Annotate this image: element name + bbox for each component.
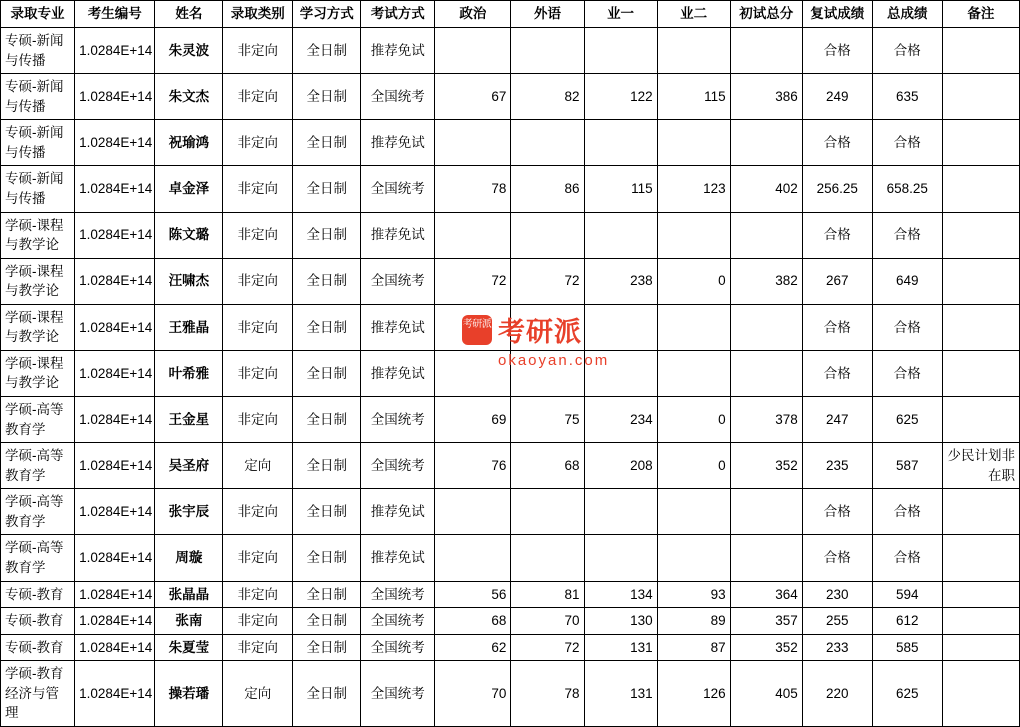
cell-retest-score: 合格 [802, 28, 872, 74]
cell-exam-number: 1.0284E+14 [75, 489, 155, 535]
cell-admission-type: 非定向 [223, 304, 293, 350]
cell-politics: 69 [435, 397, 511, 443]
cell-exam-number: 1.0284E+14 [75, 535, 155, 581]
cell-exam-number: 1.0284E+14 [75, 120, 155, 166]
cell-major-two: 93 [657, 581, 730, 608]
cell-politics: 70 [435, 661, 511, 727]
cell-remark [942, 350, 1019, 396]
cell-initial-total [730, 120, 802, 166]
cell-retest-score: 合格 [802, 212, 872, 258]
cell-foreign-language [511, 489, 584, 535]
cell-initial-total: 352 [730, 634, 802, 661]
cell-major-two: 115 [657, 74, 730, 120]
cell-foreign-language: 70 [511, 608, 584, 635]
cell-remark [942, 397, 1019, 443]
table-row [1, 304, 1020, 350]
cell-retest-score: 220 [802, 661, 872, 727]
cell-study-mode: 全日制 [293, 166, 361, 212]
cell-exam-number: 1.0284E+14 [75, 397, 155, 443]
cell-exam-mode: 推荐免试 [361, 489, 435, 535]
cell-foreign-language: 75 [511, 397, 584, 443]
cell-initial-total [730, 350, 802, 396]
cell-politics [435, 535, 511, 581]
cell-exam-number: 1.0284E+14 [75, 304, 155, 350]
table-row [1, 28, 1020, 74]
table-row [1, 258, 1020, 304]
cell-final-total: 612 [872, 608, 942, 635]
cell-exam-number: 1.0284E+14 [75, 350, 155, 396]
column-header-initial-total: 初试总分 [730, 1, 802, 28]
cell-major-one [584, 212, 657, 258]
cell-remark [942, 258, 1019, 304]
cell-study-mode: 全日制 [293, 581, 361, 608]
cell-final-total: 合格 [872, 489, 942, 535]
cell-remark [942, 661, 1019, 727]
table-row [1, 581, 1020, 608]
cell-initial-total: 364 [730, 581, 802, 608]
cell-remark [942, 535, 1019, 581]
cell-retest-score: 合格 [802, 120, 872, 166]
cell-major-one: 131 [584, 634, 657, 661]
cell-major-one [584, 350, 657, 396]
cell-retest-score: 合格 [802, 304, 872, 350]
cell-admission-type: 定向 [223, 661, 293, 727]
cell-exam-number: 1.0284E+14 [75, 258, 155, 304]
cell-initial-total [730, 28, 802, 74]
cell-exam-mode: 全国统考 [361, 443, 435, 489]
cell-name: 朱夏莹 [155, 634, 223, 661]
cell-name: 张南 [155, 608, 223, 635]
cell-major: 学硕-高等教育学 [1, 535, 75, 581]
cell-major: 学硕-课程与教学论 [1, 350, 75, 396]
cell-major-two: 123 [657, 166, 730, 212]
column-header-major-two: 业二 [657, 1, 730, 28]
table-header-row [1, 1, 1020, 28]
cell-retest-score: 230 [802, 581, 872, 608]
cell-foreign-language: 78 [511, 661, 584, 727]
cell-exam-mode: 全国统考 [361, 581, 435, 608]
cell-admission-type: 非定向 [223, 581, 293, 608]
cell-retest-score: 合格 [802, 350, 872, 396]
cell-admission-type: 非定向 [223, 608, 293, 635]
cell-major-two [657, 489, 730, 535]
cell-name: 吴圣府 [155, 443, 223, 489]
cell-major-one [584, 120, 657, 166]
cell-final-total: 587 [872, 443, 942, 489]
watermark-title: 考研派 [498, 317, 582, 347]
column-header-study-mode: 学习方式 [293, 1, 361, 28]
cell-major-one: 130 [584, 608, 657, 635]
cell-major: 学硕-课程与教学论 [1, 212, 75, 258]
cell-name: 张晶晶 [155, 581, 223, 608]
cell-study-mode: 全日制 [293, 443, 361, 489]
cell-politics: 56 [435, 581, 511, 608]
cell-exam-mode: 推荐免试 [361, 28, 435, 74]
cell-remark: 少民计划非在职 [942, 443, 1019, 489]
cell-initial-total [730, 212, 802, 258]
cell-major: 学硕-教育经济与管理 [1, 661, 75, 727]
cell-major: 专硕-新闻与传播 [1, 166, 75, 212]
column-header-name: 姓名 [155, 1, 223, 28]
cell-admission-type: 非定向 [223, 350, 293, 396]
column-header-admission-type: 录取类别 [223, 1, 293, 28]
cell-initial-total: 357 [730, 608, 802, 635]
cell-exam-mode: 推荐免试 [361, 304, 435, 350]
table-row [1, 350, 1020, 396]
cell-admission-type: 非定向 [223, 28, 293, 74]
table-body [1, 28, 1020, 727]
cell-foreign-language: 82 [511, 74, 584, 120]
cell-major-one: 238 [584, 258, 657, 304]
cell-major: 专硕-教育 [1, 608, 75, 635]
cell-major: 专硕-新闻与传播 [1, 74, 75, 120]
cell-name: 汪啸杰 [155, 258, 223, 304]
cell-remark [942, 74, 1019, 120]
cell-major-two: 87 [657, 634, 730, 661]
cell-exam-mode: 推荐免试 [361, 535, 435, 581]
cell-major-one: 122 [584, 74, 657, 120]
cell-final-total: 合格 [872, 304, 942, 350]
table-row [1, 74, 1020, 120]
table-row [1, 535, 1020, 581]
cell-final-total: 合格 [872, 120, 942, 166]
cell-major-two: 0 [657, 397, 730, 443]
cell-remark [942, 608, 1019, 635]
cell-exam-mode: 推荐免试 [361, 212, 435, 258]
cell-foreign-language [511, 212, 584, 258]
table-row [1, 608, 1020, 635]
cell-study-mode: 全日制 [293, 661, 361, 727]
cell-exam-number: 1.0284E+14 [75, 581, 155, 608]
cell-final-total: 合格 [872, 28, 942, 74]
cell-exam-number: 1.0284E+14 [75, 661, 155, 727]
cell-politics [435, 304, 511, 350]
cell-major-two: 0 [657, 443, 730, 489]
cell-major-two [657, 28, 730, 74]
cell-study-mode: 全日制 [293, 634, 361, 661]
cell-major-two [657, 212, 730, 258]
cell-exam-number: 1.0284E+14 [75, 28, 155, 74]
cell-final-total: 合格 [872, 350, 942, 396]
cell-major-two [657, 350, 730, 396]
cell-admission-type: 非定向 [223, 258, 293, 304]
cell-major-two [657, 535, 730, 581]
cell-retest-score: 267 [802, 258, 872, 304]
cell-politics: 78 [435, 166, 511, 212]
table-row [1, 166, 1020, 212]
table-row [1, 212, 1020, 258]
cell-study-mode: 全日制 [293, 489, 361, 535]
cell-final-total: 635 [872, 74, 942, 120]
cell-name: 朱文杰 [155, 74, 223, 120]
cell-admission-type: 非定向 [223, 212, 293, 258]
cell-final-total: 合格 [872, 535, 942, 581]
cell-foreign-language [511, 120, 584, 166]
cell-major-two [657, 120, 730, 166]
cell-politics [435, 212, 511, 258]
cell-major-two [657, 304, 730, 350]
cell-admission-type: 非定向 [223, 535, 293, 581]
cell-major: 专硕-教育 [1, 581, 75, 608]
cell-remark [942, 212, 1019, 258]
column-header-remark: 备注 [942, 1, 1019, 28]
cell-exam-number: 1.0284E+14 [75, 212, 155, 258]
cell-foreign-language: 86 [511, 166, 584, 212]
table-row [1, 120, 1020, 166]
cell-admission-type: 非定向 [223, 489, 293, 535]
cell-admission-type: 非定向 [223, 74, 293, 120]
cell-name: 张宇辰 [155, 489, 223, 535]
cell-exam-mode: 推荐免试 [361, 350, 435, 396]
cell-major-one: 208 [584, 443, 657, 489]
cell-initial-total: 378 [730, 397, 802, 443]
cell-exam-mode: 全国统考 [361, 74, 435, 120]
cell-remark [942, 120, 1019, 166]
cell-name: 卓金泽 [155, 166, 223, 212]
cell-study-mode: 全日制 [293, 535, 361, 581]
column-header-major-one: 业一 [584, 1, 657, 28]
cell-final-total: 649 [872, 258, 942, 304]
cell-politics: 62 [435, 634, 511, 661]
watermark-badge: 考研派 [462, 315, 492, 345]
cell-retest-score: 合格 [802, 489, 872, 535]
cell-initial-total: 402 [730, 166, 802, 212]
cell-final-total: 585 [872, 634, 942, 661]
cell-politics: 68 [435, 608, 511, 635]
cell-major-two: 126 [657, 661, 730, 727]
cell-politics [435, 120, 511, 166]
cell-retest-score: 249 [802, 74, 872, 120]
cell-study-mode: 全日制 [293, 258, 361, 304]
cell-exam-number: 1.0284E+14 [75, 443, 155, 489]
cell-retest-score: 233 [802, 634, 872, 661]
cell-final-total: 625 [872, 661, 942, 727]
cell-foreign-language: 72 [511, 634, 584, 661]
cell-major-one [584, 28, 657, 74]
table-row [1, 634, 1020, 661]
cell-foreign-language: 81 [511, 581, 584, 608]
cell-initial-total: 352 [730, 443, 802, 489]
cell-initial-total: 386 [730, 74, 802, 120]
cell-foreign-language [511, 304, 584, 350]
cell-major-two: 0 [657, 258, 730, 304]
column-header-major: 录取专业 [1, 1, 75, 28]
cell-admission-type: 非定向 [223, 166, 293, 212]
cell-politics: 76 [435, 443, 511, 489]
cell-final-total: 594 [872, 581, 942, 608]
cell-admission-type: 定向 [223, 443, 293, 489]
cell-retest-score: 合格 [802, 535, 872, 581]
watermark-subtitle: okaoyan.com [498, 352, 610, 369]
cell-study-mode: 全日制 [293, 350, 361, 396]
cell-study-mode: 全日制 [293, 28, 361, 74]
cell-foreign-language: 72 [511, 258, 584, 304]
cell-admission-type: 非定向 [223, 120, 293, 166]
table-row [1, 489, 1020, 535]
cell-name: 王雅晶 [155, 304, 223, 350]
cell-politics [435, 28, 511, 74]
cell-name: 朱灵波 [155, 28, 223, 74]
cell-study-mode: 全日制 [293, 304, 361, 350]
cell-study-mode: 全日制 [293, 397, 361, 443]
column-header-exam-mode: 考试方式 [361, 1, 435, 28]
cell-exam-number: 1.0284E+14 [75, 608, 155, 635]
cell-remark [942, 28, 1019, 74]
cell-major: 学硕-课程与教学论 [1, 304, 75, 350]
cell-name: 操若璠 [155, 661, 223, 727]
cell-name: 周璇 [155, 535, 223, 581]
cell-major-one: 115 [584, 166, 657, 212]
column-header-politics: 政治 [435, 1, 511, 28]
cell-major: 专硕-教育 [1, 634, 75, 661]
cell-initial-total: 382 [730, 258, 802, 304]
cell-retest-score: 255 [802, 608, 872, 635]
cell-exam-mode: 全国统考 [361, 634, 435, 661]
cell-exam-mode: 推荐免试 [361, 120, 435, 166]
table-row [1, 443, 1020, 489]
cell-study-mode: 全日制 [293, 74, 361, 120]
cell-major-one [584, 489, 657, 535]
cell-name: 祝瑜鸿 [155, 120, 223, 166]
cell-name: 王金星 [155, 397, 223, 443]
cell-remark [942, 166, 1019, 212]
cell-major: 专硕-新闻与传播 [1, 120, 75, 166]
table-row [1, 397, 1020, 443]
cell-major-one [584, 535, 657, 581]
cell-exam-number: 1.0284E+14 [75, 166, 155, 212]
cell-exam-number: 1.0284E+14 [75, 634, 155, 661]
cell-major-two: 89 [657, 608, 730, 635]
cell-exam-mode: 全国统考 [361, 258, 435, 304]
cell-initial-total [730, 535, 802, 581]
cell-admission-type: 非定向 [223, 397, 293, 443]
cell-study-mode: 全日制 [293, 608, 361, 635]
cell-exam-mode: 全国统考 [361, 661, 435, 727]
cell-exam-mode: 全国统考 [361, 166, 435, 212]
cell-foreign-language: 68 [511, 443, 584, 489]
cell-politics [435, 350, 511, 396]
cell-major-one [584, 304, 657, 350]
cell-name: 叶希雅 [155, 350, 223, 396]
cell-exam-mode: 全国统考 [361, 397, 435, 443]
cell-major-one: 134 [584, 581, 657, 608]
cell-remark [942, 489, 1019, 535]
cell-exam-mode: 全国统考 [361, 608, 435, 635]
cell-remark [942, 304, 1019, 350]
cell-politics [435, 489, 511, 535]
cell-retest-score: 256.25 [802, 166, 872, 212]
cell-exam-number: 1.0284E+14 [75, 74, 155, 120]
cell-study-mode: 全日制 [293, 212, 361, 258]
cell-major-one: 234 [584, 397, 657, 443]
cell-remark [942, 634, 1019, 661]
cell-initial-total: 405 [730, 661, 802, 727]
column-header-retest-score: 复试成绩 [802, 1, 872, 28]
cell-major: 学硕-高等教育学 [1, 489, 75, 535]
cell-retest-score: 235 [802, 443, 872, 489]
cell-politics: 67 [435, 74, 511, 120]
column-header-foreign-language: 外语 [511, 1, 584, 28]
cell-final-total: 合格 [872, 212, 942, 258]
cell-study-mode: 全日制 [293, 120, 361, 166]
table-row [1, 661, 1020, 727]
column-header-exam-number: 考生编号 [75, 1, 155, 28]
cell-name: 陈文璐 [155, 212, 223, 258]
cell-remark [942, 581, 1019, 608]
cell-major: 学硕-高等教育学 [1, 443, 75, 489]
column-header-final-total: 总成绩 [872, 1, 942, 28]
cell-initial-total [730, 304, 802, 350]
cell-retest-score: 247 [802, 397, 872, 443]
cell-final-total: 625 [872, 397, 942, 443]
cell-foreign-language [511, 28, 584, 74]
cell-major: 专硕-新闻与传播 [1, 28, 75, 74]
cell-foreign-language [511, 535, 584, 581]
cell-major: 学硕-高等教育学 [1, 397, 75, 443]
cell-politics: 72 [435, 258, 511, 304]
cell-foreign-language [511, 350, 584, 396]
cell-initial-total [730, 489, 802, 535]
cell-major: 学硕-课程与教学论 [1, 258, 75, 304]
cell-admission-type: 非定向 [223, 634, 293, 661]
cell-major-one: 131 [584, 661, 657, 727]
cell-final-total: 658.25 [872, 166, 942, 212]
